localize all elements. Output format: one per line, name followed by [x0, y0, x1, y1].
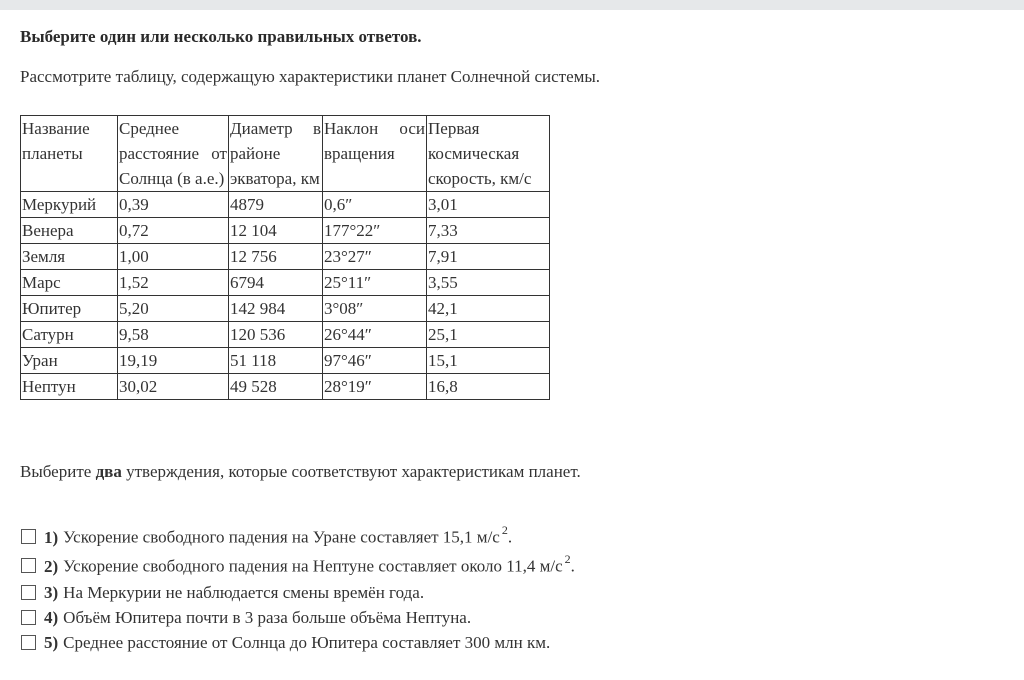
table-cell: 28°19″: [323, 374, 427, 400]
table-cell: 12 104: [229, 218, 323, 244]
table-cell: 4879: [229, 192, 323, 218]
table-row: [21, 244, 550, 270]
table-row: [21, 296, 550, 322]
select-prompt: [20, 462, 581, 482]
table-row: [21, 322, 550, 348]
select-prompt-emphasis: два: [95, 462, 122, 481]
answer-options: [21, 522, 575, 655]
table-cell: 0,6″: [323, 192, 427, 218]
table-row: [21, 348, 550, 374]
answer-checkbox-4[interactable]: [21, 610, 36, 625]
answer-label: [44, 633, 550, 653]
answer-option-1[interactable]: [21, 522, 575, 551]
answer-number: 4): [44, 607, 59, 627]
answer-checkbox-2[interactable]: [21, 558, 36, 573]
answer-label: [44, 583, 424, 603]
table-cell: 97°46″: [323, 348, 427, 374]
table-cell: Нептун: [21, 374, 118, 400]
table-cell: 49 528: [229, 374, 323, 400]
table-cell: 1,52: [118, 270, 229, 296]
table-row: [21, 270, 550, 296]
column-header: Среднее расстояние от Солнца (в а.е.): [118, 116, 229, 192]
answer-option-3[interactable]: [21, 580, 575, 605]
answer-number: 5): [44, 632, 59, 652]
answer-end: .: [507, 527, 513, 547]
instruction-text: Выберите один или несколько правильных ответов.: [20, 27, 422, 46]
table-row: [21, 218, 550, 244]
column-header: Название планеты: [21, 116, 118, 192]
select-prompt-before: Выберите: [20, 462, 96, 481]
table-cell: 25,1: [427, 322, 550, 348]
table-cell: Сатурн: [21, 322, 118, 348]
table-cell: 26°44″: [323, 322, 427, 348]
table-cell: Земля: [21, 244, 118, 270]
table-cell: Юпитер: [21, 296, 118, 322]
answer-number: 2): [44, 556, 59, 576]
answer-label: [44, 525, 512, 548]
top-bar: [0, 0, 1024, 10]
table-cell: 42,1: [427, 296, 550, 322]
answer-text: Объём Юпитера почти в 3 раза больше объёма Нептуна.: [63, 607, 472, 627]
answer-label: [44, 554, 575, 577]
table-cell: Меркурий: [21, 192, 118, 218]
select-prompt-after: утверждения, которые соответствуют характеристикам планет.: [121, 462, 581, 481]
answer-text: Среднее расстояние от Солнца до Юпитера составляет 300 млн км.: [63, 632, 551, 652]
table-cell: 16,8: [427, 374, 550, 400]
table-cell: 7,33: [427, 218, 550, 244]
answer-superscript: 2: [564, 552, 571, 567]
answer-text: Ускорение свободного падения на Нептуне составляет около 11,4 м/с: [63, 556, 563, 576]
table-cell: 12 756: [229, 244, 323, 270]
answer-option-4[interactable]: [21, 605, 575, 630]
answer-option-2[interactable]: [21, 551, 575, 580]
answer-checkbox-5[interactable]: [21, 635, 36, 650]
table-cell: 51 118: [229, 348, 323, 374]
table-cell: 1,00: [118, 244, 229, 270]
table-cell: 6794: [229, 270, 323, 296]
table-cell: 19,19: [118, 348, 229, 374]
table-cell: 25°11″: [323, 270, 427, 296]
table-cell: Венера: [21, 218, 118, 244]
table-cell: 15,1: [427, 348, 550, 374]
table-cell: 3°08″: [323, 296, 427, 322]
table-cell: 142 984: [229, 296, 323, 322]
table-cell: 3,55: [427, 270, 550, 296]
table-cell: 0,39: [118, 192, 229, 218]
answer-checkbox-1[interactable]: [21, 529, 36, 544]
table-header-row: [21, 116, 550, 192]
planets-table: [20, 115, 550, 400]
table-cell: 23°27″: [323, 244, 427, 270]
table-body: [21, 192, 550, 400]
table-cell: Уран: [21, 348, 118, 374]
table-cell: 7,91: [427, 244, 550, 270]
answer-end: .: [570, 556, 575, 576]
table-cell: 30,02: [118, 374, 229, 400]
table-cell: 9,58: [118, 322, 229, 348]
answer-number: 1): [44, 527, 59, 547]
answer-text: На Меркурии не наблюдается смены времён года.: [63, 582, 425, 602]
answer-option-5[interactable]: [21, 630, 575, 655]
answer-label: [44, 608, 471, 628]
table-cell: 177°22″: [323, 218, 427, 244]
table-row: [21, 374, 550, 400]
table-cell: 5,20: [118, 296, 229, 322]
table-row: [21, 192, 550, 218]
table-cell: 3,01: [427, 192, 550, 218]
column-header: Диаметр в районе экватора, км: [229, 116, 323, 192]
column-header: Наклон оси вращения: [323, 116, 427, 192]
table-cell: Марс: [21, 270, 118, 296]
intro-text: Рассмотрите таблицу, содержащую характеристики планет Солнечной системы.: [20, 67, 601, 86]
answer-superscript: 2: [501, 523, 508, 538]
column-header: Первая космическая скорость, км/с: [427, 116, 550, 192]
answer-number: 3): [44, 582, 59, 602]
answer-checkbox-3[interactable]: [21, 585, 36, 600]
table-cell: 120 536: [229, 322, 323, 348]
answer-text: Ускорение свободного падения на Уране составляет 15,1 м/с: [63, 527, 500, 547]
table-cell: 0,72: [118, 218, 229, 244]
